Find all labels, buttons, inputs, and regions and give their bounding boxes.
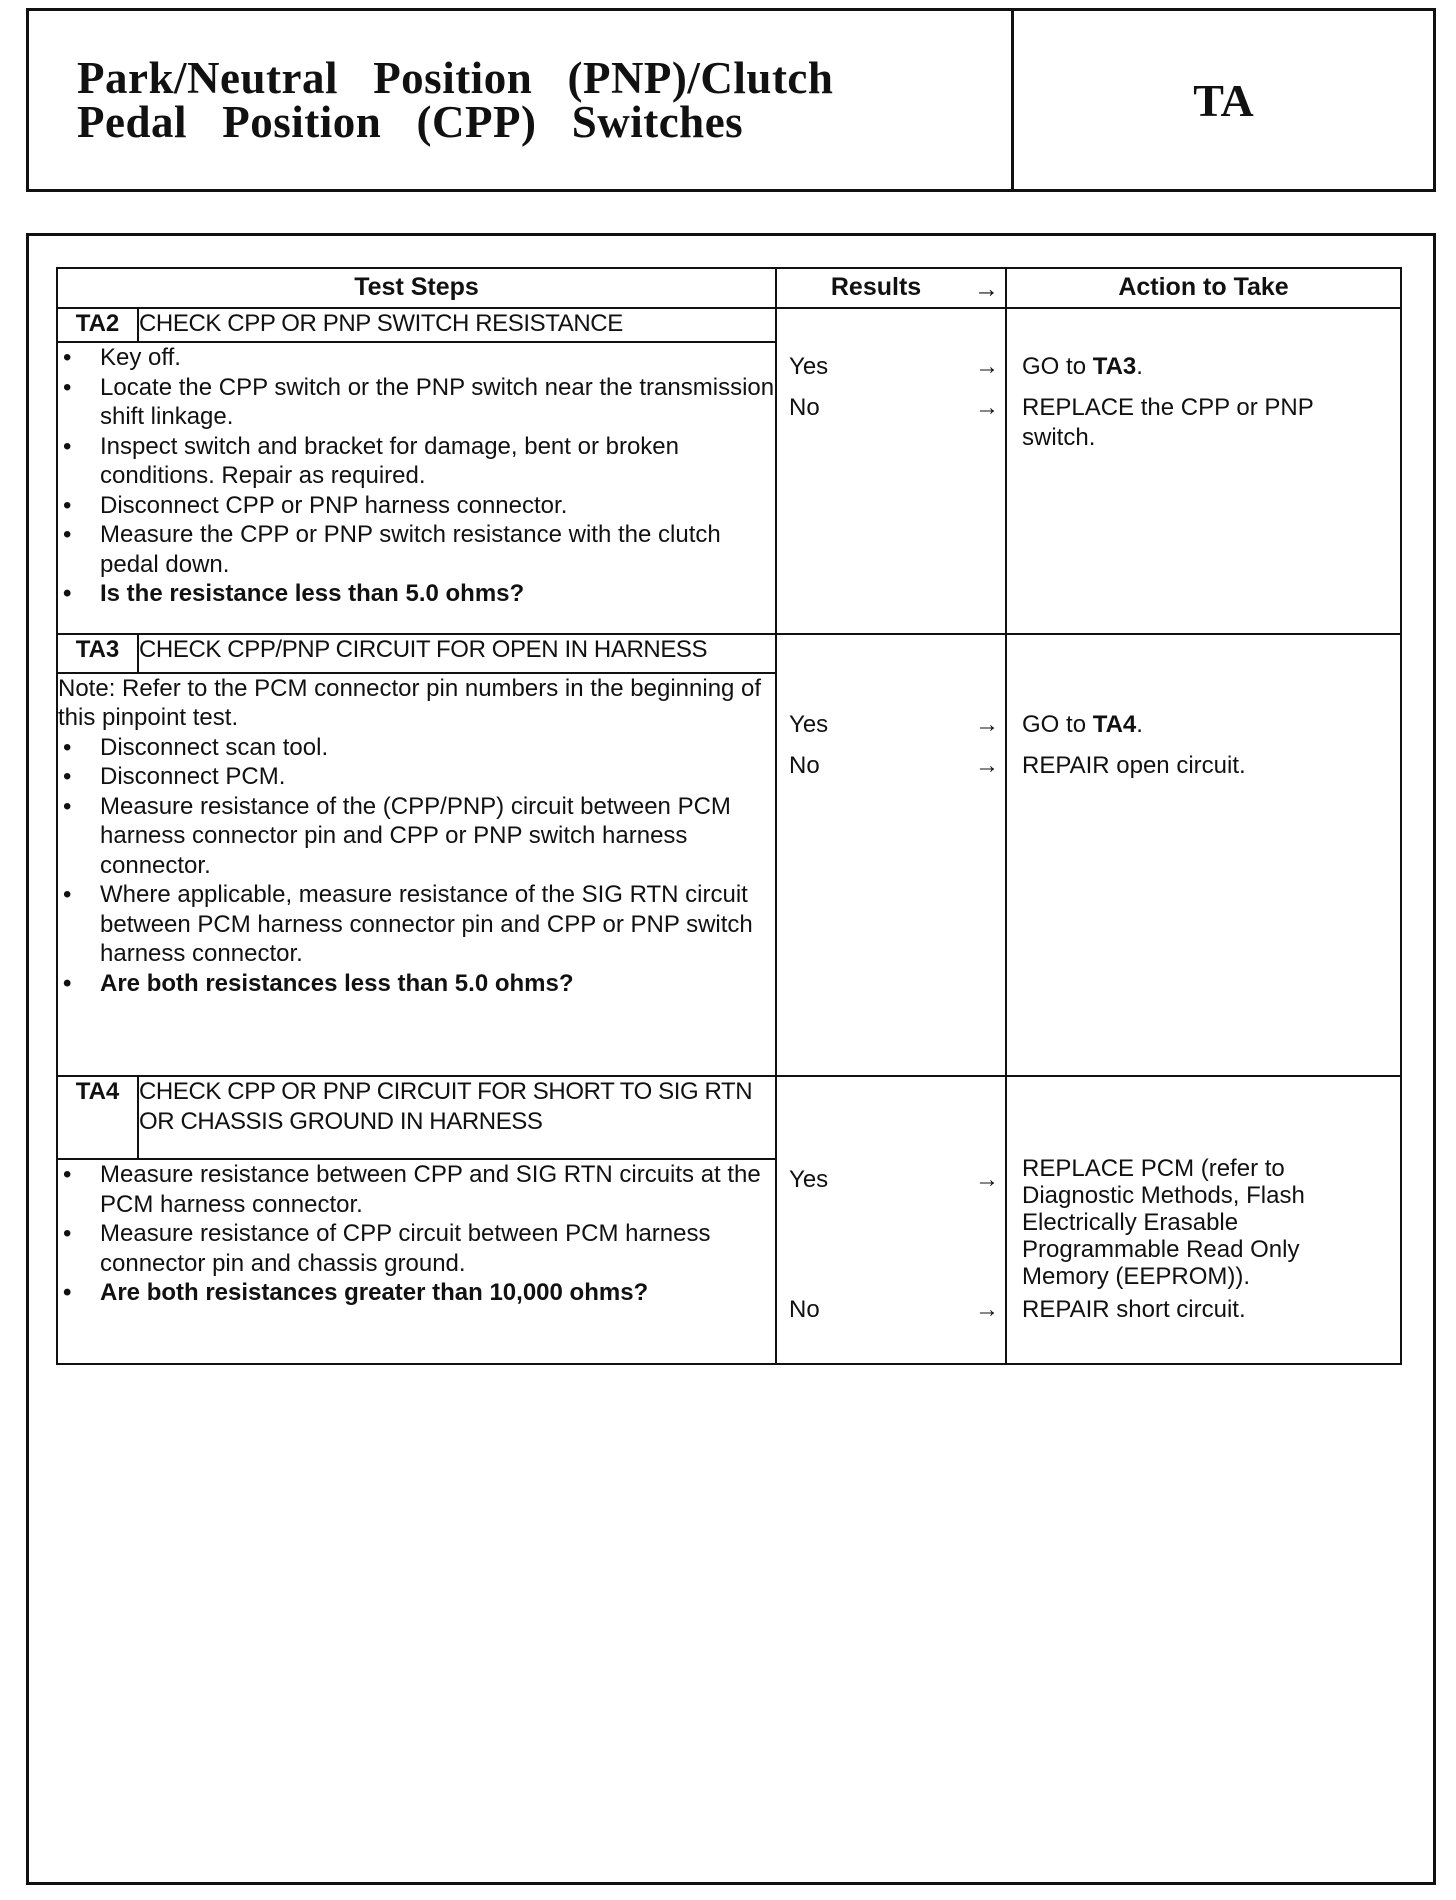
- result-no: [789, 751, 999, 781]
- right-arrow-icon: →: [975, 752, 1000, 779]
- result-yes-label: Yes: [789, 353, 829, 380]
- page-title-line-1: Park/Neutral Position (PNP)/Clutch: [77, 53, 834, 103]
- result-yes-label: Yes: [789, 711, 829, 738]
- step-title-row: [57, 634, 1401, 673]
- right-arrow-icon: →: [975, 1296, 1000, 1323]
- action-yes-text: GO to: [1022, 711, 1093, 738]
- step-action: [1006, 308, 1401, 634]
- header-results-label: Results: [830, 273, 922, 302]
- step-results: [776, 1076, 1006, 1364]
- step-body: [57, 342, 776, 634]
- step-title-row: [57, 1076, 1401, 1159]
- step-bullet: • Disconnect scan tool.: [58, 733, 775, 763]
- result-no: [789, 393, 999, 423]
- action-yes-ref: TA3: [1092, 353, 1137, 380]
- result-yes: [789, 1165, 999, 1195]
- step-note: Note: Refer to the PCM connector pin numbers in the beginning of this pinpoint test.: [58, 674, 762, 732]
- result-yes: [789, 352, 999, 382]
- action-no: REPAIR open circuit.: [1022, 752, 1246, 779]
- action-no: REPAIR short circuit.: [1022, 1296, 1246, 1323]
- step-question: • Is the resistance less than 5.0 ohms?: [58, 579, 775, 609]
- step-results: [776, 634, 1006, 1076]
- action-yes: [1022, 352, 1392, 382]
- table-header-row: [57, 268, 1401, 308]
- header-results: [776, 268, 1006, 308]
- step-id: TA3: [57, 634, 138, 673]
- action-yes-suffix: .: [1136, 711, 1143, 738]
- step-bullet: • Key off.: [58, 343, 775, 373]
- action-yes-text: GO to: [1022, 353, 1093, 380]
- step-results: [776, 308, 1006, 634]
- step-id: TA4: [57, 1076, 138, 1159]
- step-question: • Are both resistances less than 5.0 ohms?: [58, 969, 775, 999]
- step-title-row: [57, 308, 1401, 342]
- result-no-label: No: [789, 752, 820, 779]
- step-bullet: • Measure resistance between CPP and SIG RTN circuits at the PCM harness connector.: [58, 1160, 775, 1219]
- step-bullet: • Where applicable, measure resistance of the SIG RTN circuit between PCM harness connector pin and CPP or PNP switch harness connector.: [58, 880, 775, 969]
- result-no-label: No: [789, 394, 820, 421]
- pinpoint-test-table: [56, 267, 1402, 1365]
- right-arrow-icon: →: [974, 275, 1000, 303]
- action-yes-suffix: .: [1136, 353, 1143, 380]
- step-bullet: • Locate the CPP switch or the PNP switch near the transmission shift linkage.: [58, 373, 775, 432]
- step-bullet: • Disconnect PCM.: [58, 762, 775, 792]
- step-id: TA2: [57, 308, 138, 342]
- action-yes-ref: TA4: [1092, 711, 1137, 738]
- step-action: [1006, 634, 1401, 1076]
- step-bullet: • Inspect switch and bracket for damage, bent or broken conditions. Repair as required.: [58, 432, 775, 491]
- step-question: • Are both resistances greater than 10,000 ohms?: [58, 1278, 775, 1308]
- right-arrow-icon: →: [975, 394, 1000, 421]
- result-no: [789, 1295, 999, 1325]
- action-no: REPLACE the CPP or PNP switch.: [1022, 394, 1314, 451]
- step-bullet: • Measure the CPP or PNP switch resistance with the clutch pedal down.: [58, 520, 775, 579]
- result-yes: [789, 710, 999, 740]
- right-arrow-icon: →: [975, 1166, 1000, 1193]
- step-title: CHECK CPP OR PNP SWITCH RESISTANCE: [138, 308, 776, 342]
- right-arrow-icon: →: [975, 353, 1000, 380]
- header-test-steps: Test Steps: [57, 268, 776, 308]
- step-body: [57, 1159, 776, 1364]
- step-body: [57, 673, 776, 1076]
- step-bullet: • Disconnect CPP or PNP harness connector.: [58, 491, 775, 521]
- page-title-line-2: Pedal Position (CPP) Switches: [77, 97, 744, 147]
- action-yes: [1022, 710, 1392, 740]
- page-title: [29, 11, 1014, 189]
- result-yes-label: Yes: [789, 1166, 829, 1193]
- action-yes: REPLACE PCM (refer to Diagnostic Methods, Flash Electrically Erasable Programmable Read Only Memory (EEPROM)).: [1022, 1155, 1305, 1290]
- step-title: CHECK CPP/PNP CIRCUIT FOR OPEN IN HARNESS: [138, 634, 776, 673]
- step-bullet: • Measure resistance of CPP circuit between PCM harness connector pin and chassis ground.: [58, 1219, 775, 1278]
- step-action: [1006, 1076, 1401, 1364]
- header-action: Action to Take: [1006, 268, 1401, 308]
- page-header: [26, 8, 1436, 192]
- right-arrow-icon: →: [975, 711, 1000, 738]
- step-bullet: • Measure resistance of the (CPP/PNP) circuit between PCM harness connector pin and CPP or PNP switch harness connector.: [58, 792, 775, 881]
- section-code: TA: [1193, 74, 1254, 126]
- result-no-label: No: [789, 1296, 820, 1323]
- step-title: CHECK CPP OR PNP CIRCUIT FOR SHORT TO SIG RTN OR CHASSIS GROUND IN HARNESS: [138, 1076, 776, 1159]
